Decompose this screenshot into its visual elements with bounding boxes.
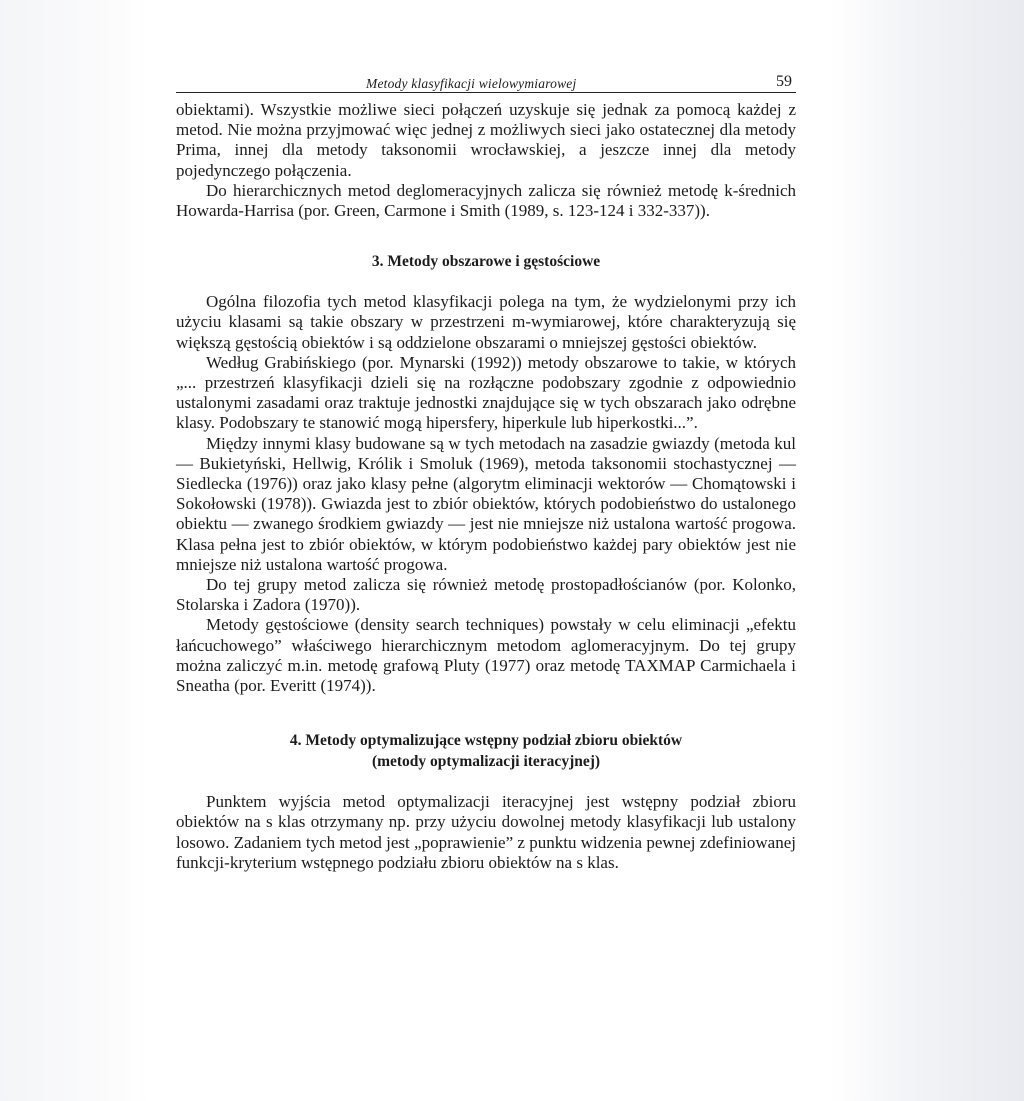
scan-margin-right [829,0,1024,1101]
section-4-heading-line-1: 4. Metody optymalizujące wstępny podział zbioru obiektów [289,732,683,750]
body-text [176,100,796,873]
section-4-heading-line-2: (metody optymalizacji iteracyjnej) [371,753,601,771]
scan-margin-left [0,0,150,1101]
page-number: 59 [776,73,792,90]
paragraph-5: Między innymi klasy budowane są w tych metodach na zasadzie gwiazdy (metoda kul — Bukietyński, Hellwig, Królik i Smoluk (1969), metoda taksonomii stochastycznej — Siedlecka (1976)) oraz jako klasy pełne (algorytm eliminacji wektorów — Chomątowski i Sokołowski (1978)). Gwiazda jest to zbiór obiektów, których podobieństwo do ustalonego obiektu — zwanego środkiem gwiazdy — jest nie mniejsze niż ustalona wartość progowa. Klasa pełna jest to zbiór obiektów, w którym podobieństwo każdej pary obiektów jest nie mniejsze niż ustalona wartość progowa. [176,433,796,574]
paragraph-2: Do hierarchicznych metod deglomeracyjnych zalicza się również metodę k-średnich Howarda-Harrisa (por. Green, Carmone i Smith (1989, s. 123-124 i 332-337)). [176,180,796,221]
paragraph-6: Do tej grupy metod zalicza się również metodę prostopadłościanów (por. Kolonko, Stolarska i Zadora (1970)). [176,575,796,615]
section-3-heading-text: 3. Metody obszarowe i gęstościowe [371,253,601,271]
paragraph-3: Ogólna filozofia tych metod klasyfikacji polega na tym, że wydzielonymi przy ich użyciu klasami są takie obszary w przestrzeni m-wymiarowej, które charakteryzują się większą gęstością obiektów i są oddzielone obszarami o mniejszej gęstości obiektów. [176,292,796,352]
book-page [176,66,796,873]
paragraph-1: obiektami). Wszystkie możliwe sieci połączeń uzyskuje się jednak za pomocą każdej z metod. Nie można przyjmować więc jednej z możliwych sieci jako ostatecznej dla metody Prima, innej dla metody taksonomii wrocławskiej, a jeszcze innej dla metody pojedynczego połączenia. [176,100,796,180]
section-3-heading [176,251,796,272]
paragraph-8: Punktem wyjścia metod optymalizacji iteracyjnej jest wstępny podział zbioru obiektów na s klas otrzymany np. przy użyciu dowolnej metody klasyfikacji lub ustalony losowo. Zadaniem tych metod jest „poprawienie” z punktu widzenia pewnej zdefiniowanej funkcji-kryterium wstępnego podziału zbioru obiektów na s klas. [176,792,796,872]
running-title: Metody klasyfikacji wielowymiarowej [366,76,577,91]
running-header [176,66,796,93]
paragraph-4: Według Grabińskiego (por. Mynarski (1992)) metody obszarowe to takie, w których „... przestrzeń klasyfikacji dzieli się na rozłączne podobszary zgodnie z odpowiednio ustalonymi zasadami oraz traktuje jednostki znajdujące się w tych obszarach jako odrębne klasy. Podobszary te stanowić mogą hipersfery, hiperkule lub hiperkostki...”. [176,352,796,433]
section-4-heading [176,730,796,772]
paragraph-7: Metody gęstościowe (density search techniques) powstały w celu eliminacji „efektu łańcuchowego” właściwego hierarchicznym metodom aglomeracyjnym. Do tej grupy można zaliczyć m.in. metodę grafową Pluty (1977) oraz metodę TAXMAP Carmichaela i Sneatha (por. Everitt (1974)). [176,615,796,696]
